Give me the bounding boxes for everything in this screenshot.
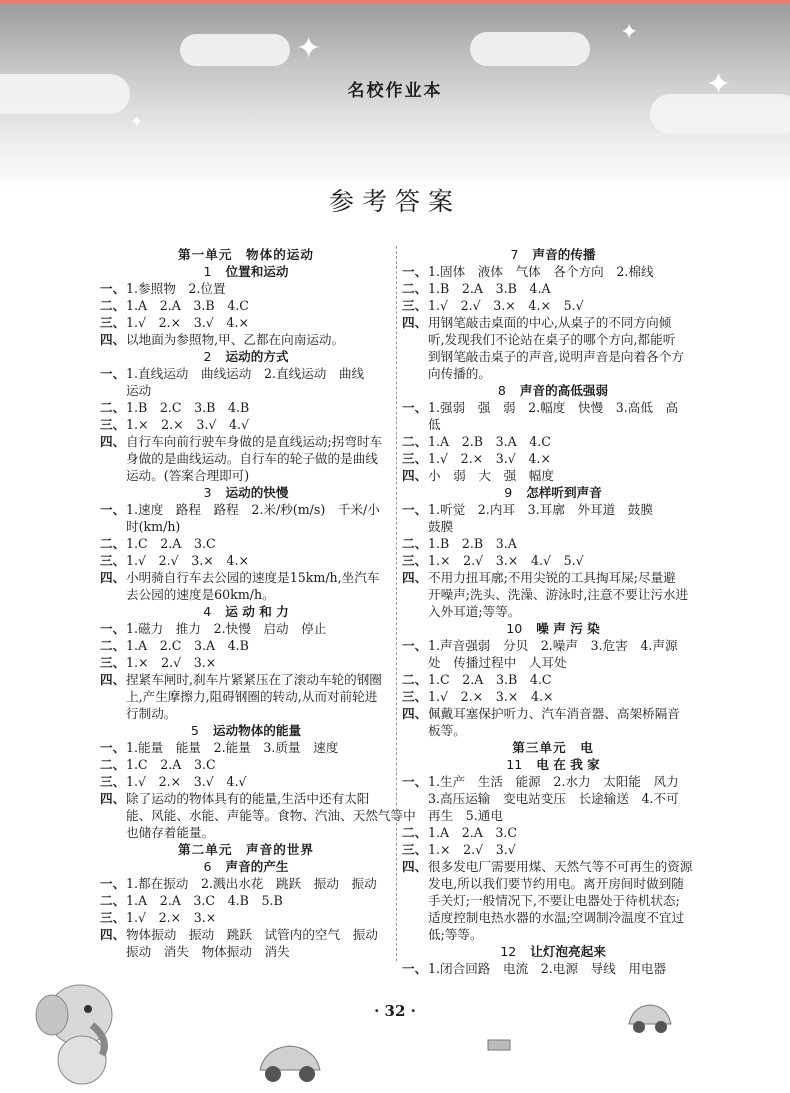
answer-text: 3.高压运输 变电站变压 长途输送 4.不可	[428, 791, 679, 806]
answer-line	[100, 331, 392, 348]
answer-text: 到钢笔敲击桌子的声音,说明声音是向着各个方	[428, 349, 684, 364]
answer-text: 自行车向前行驶车身做的是直线运动;拐弯时车	[126, 434, 383, 449]
answer-line	[100, 654, 392, 671]
answer-line	[402, 586, 704, 603]
question-part-marker: 四、	[100, 672, 126, 687]
question-part-marker: 三、	[100, 910, 126, 925]
answer-text: 能、风能、水能、声能等。食物、汽油、天然气等中	[126, 808, 416, 823]
lesson-number: 4	[203, 604, 212, 619]
question-part-marker: 一、	[100, 281, 126, 296]
answer-line	[100, 365, 392, 382]
answer-text: 开噪声;洗头、洗澡、游泳时,注意不要让污水进	[428, 587, 689, 602]
answer-line	[100, 705, 392, 722]
lesson-number: 8	[497, 383, 506, 398]
answer-line	[100, 297, 392, 314]
answer-line	[402, 535, 704, 552]
lesson-heading	[100, 484, 392, 501]
question-part-marker: 一、	[402, 502, 428, 517]
question-part-marker: 二、	[402, 672, 428, 687]
answer-text: 不用力扭耳廓;不用尖锐的工具掏耳屎;尽量避	[428, 570, 676, 585]
lesson-title: 运动物体的能量	[212, 723, 302, 738]
answer-text: 1.× 2.√ 3.×	[126, 655, 217, 670]
answer-line	[100, 773, 392, 790]
question-part-marker: 一、	[402, 774, 428, 789]
cloud-decoration	[470, 32, 590, 66]
question-part-marker: 四、	[402, 315, 428, 330]
small-toy-illustration	[485, 1035, 515, 1055]
lesson-number: 1	[203, 264, 212, 279]
question-part-marker: 三、	[402, 689, 428, 704]
answer-line	[100, 807, 416, 824]
answer-text: 以地面为参照物,甲、乙都在向南运动。	[126, 332, 345, 347]
question-part-marker: 四、	[402, 570, 428, 585]
answer-text: 入外耳道;等等。	[428, 604, 521, 619]
lesson-title: 让灯泡亮起来	[530, 944, 606, 959]
question-part-marker: 二、	[402, 825, 428, 840]
answer-line	[402, 841, 704, 858]
answer-line	[402, 824, 704, 841]
question-part-marker: 二、	[402, 434, 428, 449]
answer-text: 1.生产 生活 能源 2.水力 太阳能 风力	[428, 774, 679, 789]
brand-title: 名校作业本	[347, 81, 443, 101]
question-part-marker: 一、	[100, 621, 126, 636]
unit-heading: 第三单元 电	[512, 740, 594, 755]
lesson-heading	[402, 620, 704, 637]
answer-line	[402, 280, 704, 297]
answer-text: 运动	[126, 383, 152, 398]
unit-heading: 第一单元 物体的运动	[178, 247, 314, 262]
answer-text: 也储存着能量。	[126, 825, 215, 840]
answer-text: 1.A 2.A 3.C	[428, 825, 518, 840]
answer-line	[402, 365, 704, 382]
star-icon: ✦	[130, 112, 144, 131]
answer-line	[100, 909, 392, 926]
answer-text: 听,发现我们不论站在桌子的哪个方向,都能听	[428, 332, 676, 347]
answer-text: 1.速度 路程 路程 2.米/秒(m/s) 千米/小	[126, 502, 380, 517]
lesson-title: 怎样听到声音	[526, 485, 602, 500]
answer-line	[100, 620, 392, 637]
answer-text: 捏紧车闸时,刹车片紧紧压在了滚动车轮的钢圈	[126, 672, 382, 687]
answer-line	[402, 297, 704, 314]
answer-line	[402, 637, 704, 654]
answer-line	[100, 875, 392, 892]
answer-text: 1.C 2.A 3.C	[126, 536, 216, 551]
answer-text: 1.能量 能量 2.能量 3.质量 速度	[126, 740, 339, 755]
question-part-marker: 四、	[402, 706, 428, 721]
answer-column-right	[402, 246, 704, 977]
answer-text: 1.B 2.B 3.A	[428, 536, 517, 551]
answer-text: 1.闭合回路 电流 2.电源 导线 用电器	[428, 961, 667, 976]
answer-text: 1.B 2.A 3.B 4.A	[428, 281, 551, 296]
answer-line	[402, 518, 704, 535]
answer-line	[100, 943, 392, 960]
question-part-marker: 三、	[100, 655, 126, 670]
answer-line	[402, 450, 704, 467]
answer-text: 1.√ 2.√ 3.× 4.× 5.√	[428, 298, 584, 313]
lesson-heading	[402, 943, 704, 960]
answer-text: 1.C 2.A 3.C	[126, 757, 216, 772]
answer-line	[100, 467, 392, 484]
answer-line	[402, 467, 704, 484]
question-part-marker: 二、	[100, 298, 126, 313]
answer-text: 手关灯;一般情况下,不要让电器处于待机状态;	[428, 893, 680, 908]
question-part-marker: 二、	[100, 536, 126, 551]
answer-line	[402, 926, 704, 943]
answer-line	[100, 382, 392, 399]
answer-text: 1.固体 液体 气体 各个方向 2.棉线	[428, 264, 654, 279]
answer-line	[100, 569, 392, 586]
answer-text: 1.× 2.√ 3.√	[428, 842, 516, 857]
lesson-number: 11	[506, 757, 523, 772]
question-part-marker: 四、	[402, 859, 428, 874]
answer-line	[100, 552, 392, 569]
question-part-marker: 四、	[100, 332, 126, 347]
answer-line	[402, 416, 704, 433]
lesson-heading	[100, 603, 392, 620]
lesson-title: 声音的传播	[532, 247, 596, 262]
answer-text: 去公园的速度是60km/h。	[126, 587, 275, 602]
question-part-marker: 四、	[100, 791, 126, 806]
answer-line	[100, 501, 392, 518]
question-part-marker: 一、	[402, 638, 428, 653]
answer-text: 1.声音强弱 分贝 2.噪声 3.危害 4.声源	[428, 638, 678, 653]
answer-text: 身做的是曲线运动。自行车的轮子做的是曲线	[126, 451, 378, 466]
lesson-number: 3	[203, 485, 212, 500]
page-title: 参考答案	[328, 187, 461, 216]
question-part-marker: 一、	[402, 400, 428, 415]
lesson-title: 运 动 和 力	[225, 604, 289, 619]
answer-line	[402, 433, 704, 450]
page-number: · 32 ·	[374, 1002, 416, 1020]
answer-text: 振动 消失 物体振动 消失	[126, 944, 290, 959]
answer-text: 1.√ 2.√ 3.× 4.×	[126, 553, 249, 568]
answer-line	[402, 603, 704, 620]
answer-line	[402, 705, 704, 722]
lesson-number: 10	[506, 621, 523, 636]
question-part-marker: 三、	[100, 417, 126, 432]
lesson-heading	[100, 263, 392, 280]
lesson-title: 位置和运动	[225, 264, 289, 279]
answer-line	[402, 314, 704, 331]
question-part-marker: 一、	[402, 961, 428, 976]
star-icon: ✦	[296, 31, 322, 66]
lesson-title: 运动的快慢	[225, 485, 289, 500]
question-part-marker: 二、	[100, 893, 126, 908]
lesson-number: 5	[190, 723, 199, 738]
answer-line	[100, 280, 392, 297]
answer-text: 1.× 2.× 3.√ 4.√	[126, 417, 249, 432]
answer-text: 行制动。	[126, 706, 177, 721]
column-divider	[396, 246, 397, 961]
answer-text: 物体振动 振动 跳跃 试管内的空气 振动	[126, 927, 378, 942]
answer-text: 用钢笔敲击桌面的中心,从桌子的不同方向倾	[428, 315, 672, 330]
answer-line	[100, 399, 392, 416]
star-icon: ✦	[706, 67, 732, 102]
answer-line	[402, 960, 704, 977]
answer-text: 处 传播过程中 人耳处	[428, 655, 567, 670]
answer-text: 1.磁力 推力 2.快慢 启动 停止	[126, 621, 327, 636]
answer-line	[402, 858, 704, 875]
question-part-marker: 四、	[100, 570, 126, 585]
lesson-title: 声音的高低强弱	[519, 383, 609, 398]
question-part-marker: 一、	[100, 740, 126, 755]
answer-text: 小 弱 大 强 幅度	[428, 468, 554, 483]
answer-text: 鼓膜	[428, 519, 454, 534]
question-part-marker: 一、	[402, 264, 428, 279]
question-part-marker: 二、	[100, 400, 126, 415]
answer-line	[100, 450, 392, 467]
answer-line	[100, 739, 392, 756]
question-part-marker: 三、	[402, 298, 428, 313]
question-part-marker: 二、	[100, 757, 126, 772]
answer-line	[100, 926, 392, 943]
answer-text: 向传播的。	[428, 366, 491, 381]
answer-text: 1.C 2.A 3.B 4.C	[428, 672, 552, 687]
lesson-heading	[402, 246, 704, 263]
answer-line	[402, 875, 704, 892]
answer-text: 适度控制电热水器的水温;空调制冷温度不宜过	[428, 910, 685, 925]
answer-line	[402, 671, 704, 688]
answer-text: 除了运动的物体具有的能量,生活中还有太阳	[126, 791, 370, 806]
lesson-heading	[402, 382, 704, 399]
answer-line	[402, 552, 704, 569]
lesson-number: 2	[203, 349, 212, 364]
answer-line	[100, 433, 392, 450]
answer-text: 1.× 2.√ 3.× 4.√ 5.√	[428, 553, 584, 568]
lesson-number: 9	[504, 485, 513, 500]
answer-text: 板等。	[428, 723, 466, 738]
cloud-decoration	[180, 34, 290, 66]
star-icon: ✦	[620, 20, 639, 45]
answer-line	[100, 790, 392, 807]
question-part-marker: 二、	[402, 536, 428, 551]
answer-line	[100, 688, 392, 705]
answer-line	[402, 331, 704, 348]
lesson-title: 声音的产生	[225, 859, 289, 874]
answer-text: 1.A 2.B 3.A 4.C	[428, 434, 551, 449]
lesson-number: 7	[510, 247, 519, 262]
answer-line	[402, 909, 704, 926]
answer-text: 1.听觉 2.内耳 3.耳廓 外耳道 鼓膜	[428, 502, 653, 517]
question-part-marker: 四、	[402, 468, 428, 483]
answer-line	[100, 586, 392, 603]
question-part-marker: 一、	[100, 876, 126, 891]
question-part-marker: 三、	[402, 842, 428, 857]
answer-line	[402, 892, 704, 909]
lesson-heading	[100, 348, 392, 365]
car-illustration	[625, 1000, 675, 1035]
answer-line	[100, 756, 392, 773]
question-part-marker: 三、	[402, 451, 428, 466]
answer-line	[402, 263, 704, 280]
question-part-marker: 三、	[100, 774, 126, 789]
question-part-marker: 三、	[100, 553, 126, 568]
lesson-heading	[100, 722, 392, 739]
lesson-number: 12	[500, 944, 517, 959]
question-part-marker: 一、	[100, 366, 126, 381]
answer-text: 1.A 2.A 3.C 4.B 5.B	[126, 893, 283, 908]
answer-text: 1.A 2.C 3.A 4.B	[126, 638, 249, 653]
lesson-heading	[402, 756, 704, 773]
answer-text: 佩戴耳塞保护听力、汽车消音器、高架桥隔音	[428, 706, 680, 721]
lesson-heading	[402, 484, 704, 501]
answer-text: 1.B 2.C 3.B 4.B	[126, 400, 250, 415]
answer-line	[100, 535, 392, 552]
answer-line	[402, 501, 704, 518]
answer-line	[100, 518, 392, 535]
answer-text: 1.√ 2.× 3.×	[126, 910, 217, 925]
answer-line	[402, 569, 704, 586]
answer-line	[402, 688, 704, 705]
answer-line	[100, 671, 392, 688]
answer-line	[402, 722, 704, 739]
answer-line	[100, 416, 392, 433]
answer-line	[100, 637, 392, 654]
answer-line	[402, 773, 704, 790]
answer-line	[100, 892, 392, 909]
question-part-marker: 二、	[100, 638, 126, 653]
answer-text: 小明骑自行车去公园的速度是15km/h,坐汽车	[126, 570, 380, 585]
answer-line	[402, 348, 704, 365]
answer-line	[100, 824, 392, 841]
car-illustration	[255, 1040, 325, 1085]
answer-text: 上,产生摩擦力,阻碍钢圈的转动,从而对前轮进	[126, 689, 378, 704]
answer-line	[100, 314, 392, 331]
elephant-illustration	[30, 975, 130, 1090]
answer-line	[402, 807, 704, 824]
answer-text: 1.√ 2.× 3.√ 4.×	[428, 451, 551, 466]
answer-text: 时(km/h)	[126, 519, 181, 534]
question-part-marker: 三、	[402, 553, 428, 568]
question-part-marker: 二、	[402, 281, 428, 296]
answer-line	[402, 654, 704, 671]
lesson-number: 6	[203, 859, 212, 874]
answer-line	[402, 790, 704, 807]
answer-text: 很多发电厂需要用煤、天然气等不可再生的资源	[428, 859, 693, 874]
question-part-marker: 三、	[100, 315, 126, 330]
answer-text: 低;等等。	[428, 927, 483, 942]
answer-text: 1.强弱 强 弱 2.幅度 快慢 3.高低 高	[428, 400, 679, 415]
answer-text: 1.A 2.A 3.B 4.C	[126, 298, 249, 313]
answer-text: 1.√ 2.× 3.√ 4.×	[126, 315, 249, 330]
answer-text: 运动。(答案合理即可)	[126, 468, 250, 483]
lesson-heading	[100, 858, 392, 875]
lesson-title: 运动的方式	[225, 349, 289, 364]
question-part-marker: 四、	[100, 434, 126, 449]
answer-column-left	[100, 246, 416, 960]
answer-text: 低	[428, 417, 441, 432]
answer-text: 1.直线运动 曲线运动 2.直线运动 曲线	[126, 366, 365, 381]
answer-text: 再生 5.通电	[428, 808, 503, 823]
unit-heading: 第二单元 声音的世界	[178, 842, 314, 857]
answer-text: 1.√ 2.× 3.× 4.×	[428, 689, 554, 704]
answer-text: 发电,所以我们要节约用电。离开房间时做到随	[428, 876, 684, 891]
answer-text: 1.都在振动 2.溅出水花 跳跃 振动 振动	[126, 876, 377, 891]
question-part-marker: 四、	[100, 927, 126, 942]
answer-text: 1.参照物 2.位置	[126, 281, 226, 296]
lesson-title: 噪 声 污 染	[536, 621, 600, 636]
lesson-title: 电 在 我 家	[536, 757, 600, 772]
question-part-marker: 一、	[100, 502, 126, 517]
answer-text: 1.√ 2.× 3.√ 4.√	[126, 774, 247, 789]
answer-line	[402, 399, 704, 416]
